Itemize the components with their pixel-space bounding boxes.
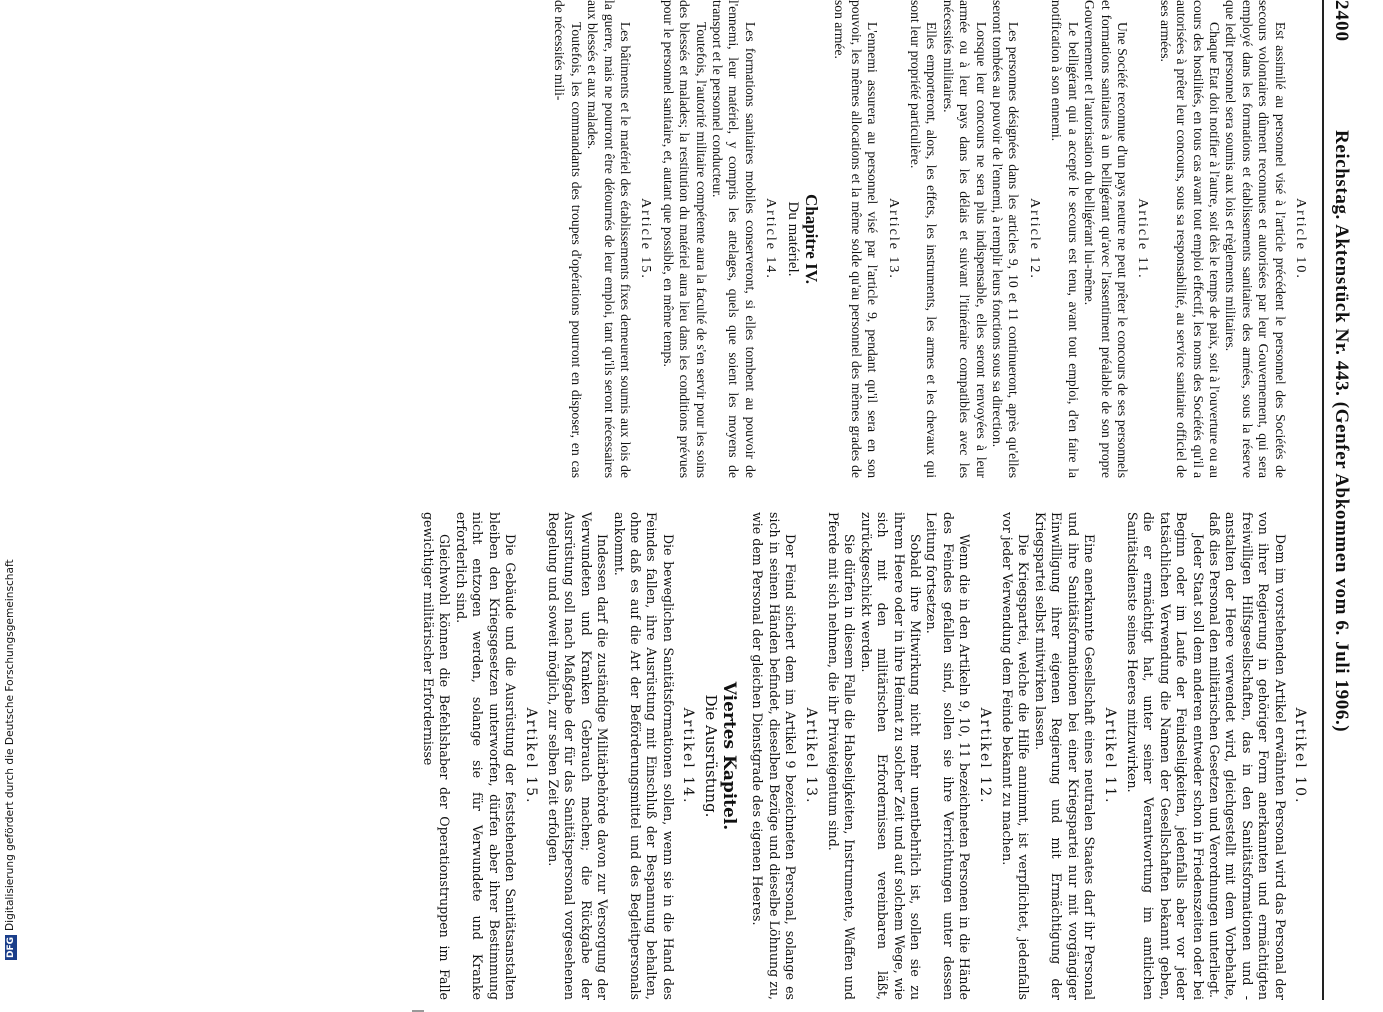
article-heading: Artikel 15. xyxy=(522,707,539,805)
paragraph: Les personnes désignées dans les articles 9, 10 et 11 continueront, après qu'elles seront tombées au pouvoir de l'ennemi, à remplir leurs fonctions sous sa direction. xyxy=(990,0,1022,478)
article-heading: Article 14. xyxy=(763,198,779,280)
paragraph: Lorsque leur concours ne sera plus indispensable, elles seront renvoyées à leur armée ou à leur pays dans les délais et suivant l'itinéraire compatibles avec les nécessités militaires. xyxy=(940,0,989,478)
chapter-subtitle: Die Ausrüstung. xyxy=(701,694,720,818)
sidebar-credit xyxy=(0,0,26,1000)
paragraph: Die Gebäude und die Ausrüstung der feststehenden Sanitätsanstalten bleiben den Kriegsgesetzen unterworfen, dürfen aber ihrer Bestimmung nicht entzogen werden, solange sie für Verwundete und Kranke erforderlich sind. xyxy=(453,512,519,1000)
paragraph: Les bâtiments et le matériel des établissements fixes demeurent soumis aux lois de la guerre, mais ne pourront être détournés de leur emploi, tant qu'ils seront nécessaires aux blessés et aux malades. xyxy=(585,0,633,478)
article-heading: Artikel 10. xyxy=(1292,707,1308,805)
paragraph: Une Société reconnue d'un pays neutre ne peut prêter le concours de ses personnels et formations sanitaires à un belligérant qu'avec l'assentiment préalable de son propre Gouvernement et l'autorisation du belligérant lui-même. xyxy=(1082,0,1130,478)
paragraph: Jeder Staat soll dem anderen entweder schon in Friedenszeiten oder bei Beginn oder im Laufe der Feindseligkeiten, jedenfalls aber vor jeder tatsächlichen Verwendung die Namen der Gesellschaften bekannt geben, die er ermächtigt hat, unter seiner Verantwortung im amtlichen Sanitätsdienste seines Heeres mitzuwirken. xyxy=(1124,512,1206,1000)
chapter-title: Viertes Kapitel. xyxy=(719,681,739,831)
article-heading: Article 13. xyxy=(885,198,901,280)
paragraph: Indessen darf die zuständige Militärbehörde davon zur Versorgung der Verwundeten und Kranken Gebrauch machen; die Rückgabe der Ausrüstung soll nach Maßgabe der für das Sanitätspersonal vorgesehenen Regelung und soweit möglich, zur selben Zeit erfolgen. xyxy=(545,512,611,1000)
paragraph: Sie dürfen in diesem Falle die Habseligkeiten, Instrumente, Waffen und Pferde mit sich nehmen, die ihr Privateigentum sind. xyxy=(826,512,858,1000)
paragraph: Les formations sanitaires mobiles conserveront, si elles tombent au pouvoir de l'ennemi, leur matériel, y compris les attelages, quels que soient les moyens de transport et le personnel conducteur. xyxy=(710,0,758,478)
chapter-subtitle: Du matériel. xyxy=(784,201,801,277)
paragraph: Die beweglichen Sanitätsformationen sollen, wenn sie in die Hand des Feindes fallen, ihre Ausrüstung mit Einschluß der Bespannung behalten, ohne daß es auf die Art der Beförderungsmittel und des Begleitpersonals ankommt. xyxy=(611,512,676,1000)
running-title: Reichstag. Aktenstück Nr. 443. (Genfer Abkommen vom 6. Juli 1906.) xyxy=(1331,130,1352,733)
article-heading: Artikel 14. xyxy=(680,707,697,805)
paragraph: Dem im vorstehenden Artikel erwähnten Personal wird das Personal der von ihrer Regierung in gehöriger Form anerkannten und ermächtigten freiwilligen Hilfsgesellschaften, das in den Sanitätsformationen und -anstalten der Heere verwendet wird, gleichgestellt mit dem Vorbehalte, daß dies Personal den militärischen Gesetzen und Verordnungen unterliegt. xyxy=(1206,512,1288,1000)
page-header xyxy=(1320,0,1360,1000)
article-heading: Artikel 11. xyxy=(1101,707,1118,805)
dfg-logo: DFG xyxy=(6,936,16,958)
rotated-page xyxy=(70,0,1360,1000)
paragraph: Die Kriegspartei, welche die Hilfe annimmt, ist verpflichtet, jedenfalls vor jeder Verwendung dem Feinde bekannt zu machen. xyxy=(1000,512,1032,1000)
article-heading: Article 10. xyxy=(1293,198,1308,280)
digitization-credit: Digitalisierung gefördert durch die Deutsche Forschungsgemeinschaft xyxy=(4,559,16,931)
header-rule xyxy=(1322,0,1324,1000)
article-heading: Article 11. xyxy=(1135,198,1151,280)
paragraph: Wenn die in den Artikeln 9, 10, 11 bezeichneten Personen in die Hände des Feindes gefallen sind, sollen sie ihre Verrichtungen unter dessen Leitung fortsetzen. xyxy=(924,512,973,1000)
paragraph: Le belligérant qui a accepté le secours est tenu, avant tout emploi, d'en faire la notification à son ennemi. xyxy=(1049,0,1081,478)
paragraph: Est assimilé au personnel visé à l'article précédent le personnel des Sociétés de secours volontaires dûment reconnues et autorisées par leur Gouvernement, qui sera employé dans les formations et établissements sanitaires des armées, sous la réserve que ledit personnel sera soumis aux lois et règlements militaires. xyxy=(1223,0,1288,478)
paragraph: Gleichwohl können die Befehlshaber der Operationstruppen im Falle gewichtiger militärischer Erfordernisse xyxy=(421,512,453,1000)
article-heading: Article 12. xyxy=(1026,198,1042,280)
german-column xyxy=(420,512,1314,1000)
paragraph: Eine anerkannte Gesellschaft eines neutralen Staates darf ihr Personal und ihre Sanitätsformationen bei einer Kriegspartei nur mit vorgängiger Einwilligung ihrer eigenen Regierung und mit Ermächtigung der Kriegspartei selbst mitwirken lassen. xyxy=(1032,512,1098,1000)
paragraph: Sobald ihre Mitwirkung nicht mehr unentbehrlich ist, sollen sie zu ihrem Heere oder in ihre Heimat zu solcher Zeit und auf solchem Wege, wie sich mit den militärischen Erfordernissen vereinbaren läßt, zurückgeschickt werden. xyxy=(858,512,924,1000)
article-heading: Artikel 12. xyxy=(976,707,993,805)
page-number: 2400 xyxy=(1331,0,1352,42)
paragraph: Chaque Etat doit notifier à l'autre, soit dès le temps de paix, soit à l'ouverture ou au cours des hostilités, en tous cas avant tout emploi effectif, les noms des Sociétés qu'il a autorisées à prêter leur concours, sous sa responsabilité, au service sanitaire officiel de ses armées. xyxy=(1157,0,1222,478)
paragraph: Der Feind sichert dem im Artikel 9 bezeichneten Personal, solange es sich in seinen Händen befindet, dieselben Bezüge und dieselbe Löhnung zu, wie dem Personal der gleichen Dienstgrade des eigenen Heeres. xyxy=(750,512,799,1000)
article-heading: Artikel 13. xyxy=(802,707,819,805)
french-column xyxy=(551,0,1314,478)
paragraph: Toutefois, l'autorité militaire compétente aura la faculté de s'en servir pour les soins des blessés et malades; la restitution du matériel aura lieu dans les conditions prévues pour le personnel sanitaire, et, autant que possible, en même temps. xyxy=(660,0,709,478)
paragraph: Elles emporteront, alors, les effets, les instruments, les armes et les chevaux qui sont leur propriété particulière. xyxy=(908,0,940,478)
paragraph: L'ennemi assurera au personnel visé par l'article 9, pendant qu'il sera en son pouvoir, les mêmes allocations et la même solde qu'au personnel des mêmes grades de son armée. xyxy=(832,0,881,478)
chapter-title: Chapitre IV. xyxy=(802,193,822,285)
paragraph: Toutefois, les commandants des troupes d'opérations pourront en disposer, en cas de nécessités mili- xyxy=(552,0,584,478)
article-heading: Article 15. xyxy=(638,198,654,280)
